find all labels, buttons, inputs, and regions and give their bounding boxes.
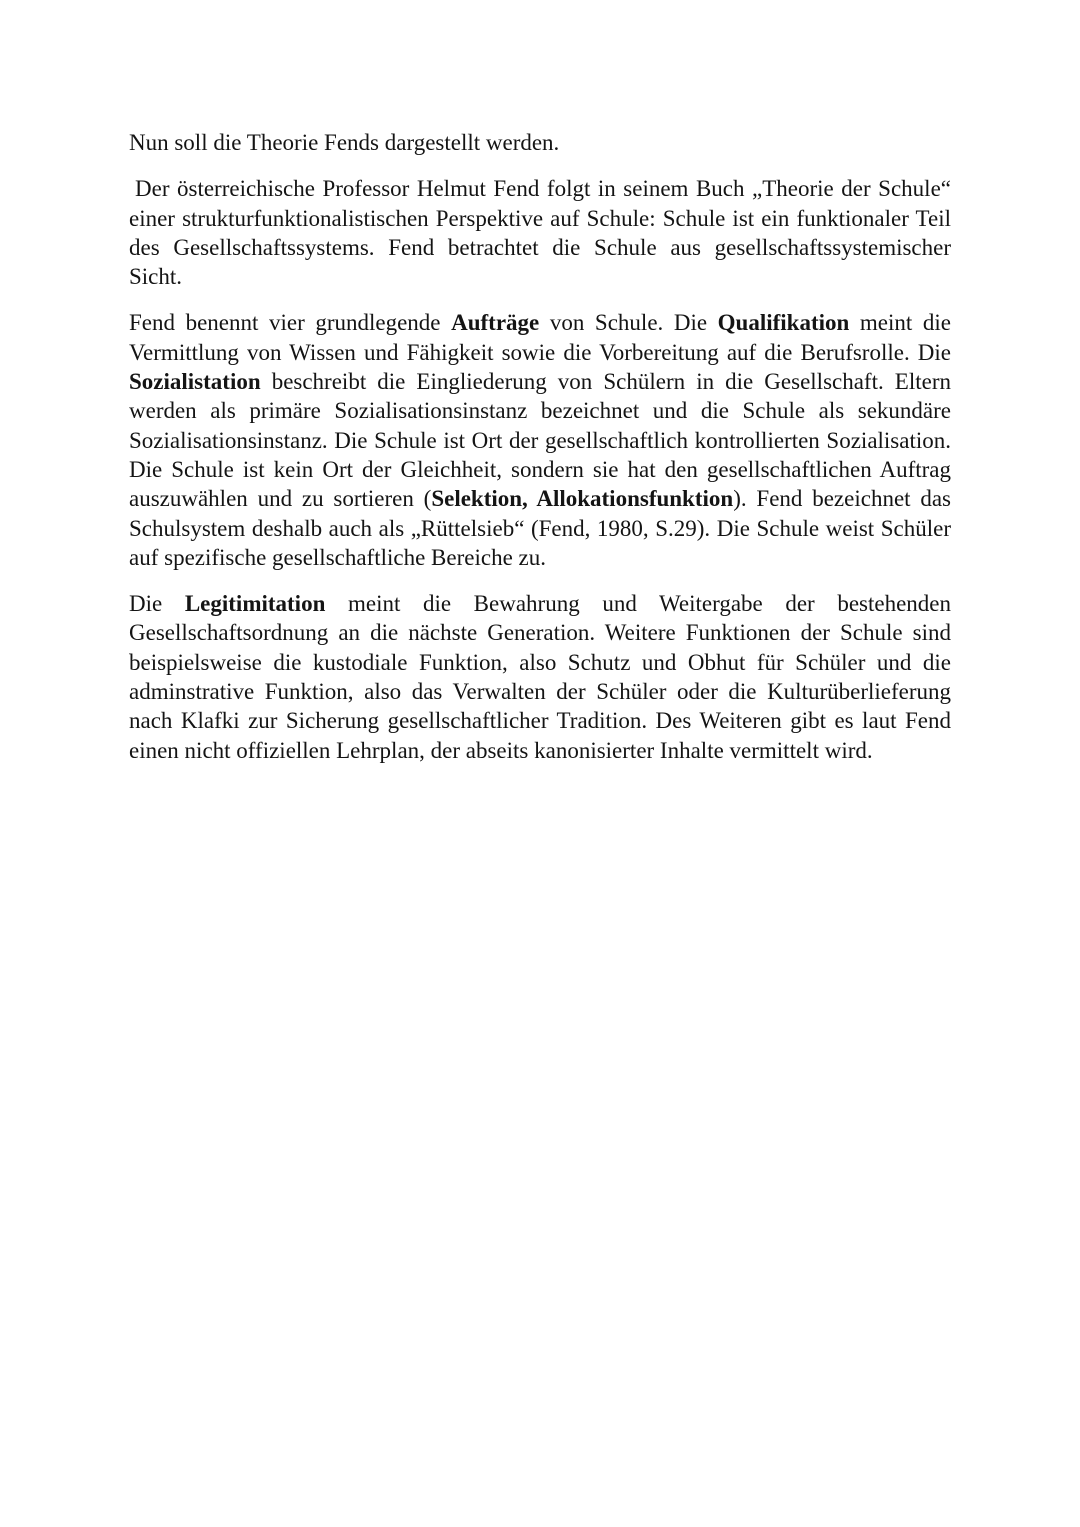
term-sozialisation: Sozialistation [129,369,261,395]
text-segment: Die [129,591,185,617]
term-qualifikation: Qualifikation [717,310,850,336]
paragraph-legitimation [129,589,951,765]
document-page [129,128,951,765]
term-selektion-allokation: Selektion, Allokationsfunktion [431,486,734,512]
term-legitimation: Legitimitation [184,591,326,617]
paragraph-theorie-der-schule: Der österreichische Professor Helmut Fend folgt in seinem Buch „Theorie der Schule“ einer strukturfunktionalistischen Perspektive auf Schule: Schule ist ein funktionaler Teil des Gesellschaftssystems. Fend betrachtet die Schule aus gesellschaftssystemischer Sicht. [129,176,951,290]
text-segment: Fend benennt vier grundlegende [129,310,452,336]
text-segment: beschreibt die Eingliederung von Schülern in die Gesellschaft. Eltern werden als primäre Sozialisationsinstanz bezeichnet und die Schule als sekundäre Sozialisationsinstanz. Die Schule ist Ort der gesellschaftlich kontrollierten Sozialisation. Die Schule ist kein Ort der Gleichheit, sondern sie hat den gesellschaftlichen Auftrag auszuwählen und zu sortieren ( [129,369,951,512]
intro-sentence: Nun soll die Theorie Fends dargestellt werden. [129,130,560,155]
text-segment: meint die Bewahrung und Weitergabe der bestehenden Gesellschaftsordnung an die nächste Generation. Weitere Funktionen der Schule sind beispielsweise die kustodiale Funktion, also Schutz und Obhut für Schüler und die adminstrative Funktion, also das Verwalten der Schüler oder die Kulturüberlieferung nach Klafki zur Sicherung gesellschaftlicher Tradition. Des Weiteren gibt es laut Fend einen nicht offiziellen Lehrplan, der abseits kanonisierter Inhalte vermittelt wird. [129,591,951,763]
text-segment: ). Fend bezeichnet das Schulsystem deshalb auch als „Rüttelsieb“ (Fend, 1980, S.29). Die Schule weist Schüler auf spezifische gesellschaftliche Bereiche zu. [129,486,951,570]
text-segment: von Schule. Die [539,310,718,336]
text-segment: meint die Vermittlung von Wissen und Fähigkeit sowie die Vorbereitung auf die Berufsrolle. Die [129,310,951,365]
paragraph-auftraege [129,308,951,572]
term-auftraege: Aufträge [451,310,540,336]
